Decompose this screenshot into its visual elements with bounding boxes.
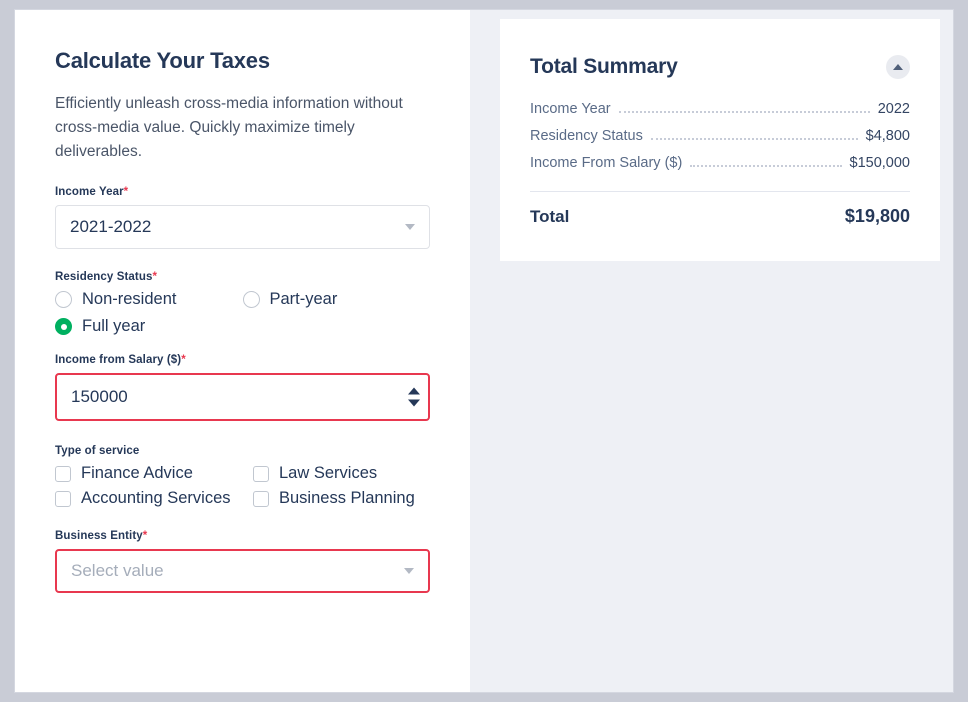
salary-label	[55, 354, 430, 366]
business-entity-label-text: Business Entity	[55, 530, 143, 543]
radio-part-year-label: Part-year	[269, 290, 338, 309]
checkbox-accounting-services-label: Accounting Services	[81, 489, 231, 508]
stepper-down-icon[interactable]	[408, 400, 420, 407]
checkbox-finance-advice-label: Finance Advice	[81, 464, 193, 483]
service-label-text: Type of service	[55, 445, 140, 458]
business-entity-select[interactable]	[55, 549, 430, 593]
radio-selected-icon	[55, 318, 72, 335]
salary-input-value: 150000	[71, 387, 128, 407]
summary-row-value: $4,800	[865, 128, 910, 144]
service-label	[55, 445, 430, 457]
leader-dots	[619, 110, 870, 113]
summary-row-value: $150,000	[849, 155, 910, 171]
checkbox-icon	[55, 491, 71, 507]
checkbox-icon	[253, 491, 269, 507]
summary-row-label: Income From Salary ($)	[530, 155, 683, 171]
chevron-down-icon	[405, 224, 415, 230]
summary-row-label: Income Year	[530, 101, 611, 117]
chevron-up-icon	[893, 64, 903, 70]
salary-label-text: Income from Salary ($)	[55, 354, 182, 367]
required-asterisk: *	[181, 354, 186, 367]
tax-calculator-form	[15, 10, 470, 692]
summary-title: Total Summary	[530, 55, 678, 78]
radio-non-resident[interactable]	[55, 290, 243, 309]
total-summary-card	[500, 19, 940, 261]
radio-non-resident-label: Non-resident	[82, 290, 177, 309]
income-year-label	[55, 186, 430, 198]
residency-status-label-text: Residency Status	[55, 271, 153, 284]
checkbox-business-planning-label: Business Planning	[279, 489, 415, 508]
residency-status-label	[55, 271, 430, 283]
checkbox-law-services-label: Law Services	[279, 464, 378, 483]
summary-row	[530, 101, 910, 117]
leader-dots	[651, 137, 858, 140]
residency-radio-row-2	[55, 317, 430, 336]
summary-column	[470, 10, 953, 692]
service-checkbox-row-1	[55, 464, 430, 483]
checkbox-business-planning[interactable]	[253, 489, 415, 508]
summary-row-label: Residency Status	[530, 128, 643, 144]
summary-row	[530, 128, 910, 144]
required-asterisk: *	[123, 186, 129, 199]
required-asterisk: *	[152, 271, 158, 284]
radio-icon	[243, 291, 260, 308]
income-year-label-text: Income Year	[55, 186, 124, 199]
divider	[530, 191, 910, 192]
income-year-select[interactable]	[55, 205, 430, 249]
page-title: Calculate Your Taxes	[55, 48, 270, 73]
summary-total-value: $19,800	[844, 206, 910, 226]
quantity-stepper[interactable]	[408, 388, 420, 407]
salary-input[interactable]	[55, 373, 430, 421]
radio-icon	[55, 291, 72, 308]
residency-radio-row-1	[55, 290, 430, 309]
summary-row-value: 2022	[877, 101, 910, 117]
summary-row	[530, 155, 910, 171]
collapse-toggle-button[interactable]	[886, 55, 910, 79]
summary-header	[530, 55, 910, 79]
chevron-down-icon	[404, 568, 414, 574]
service-checkbox-row-2	[55, 489, 430, 508]
summary-total-label: Total	[530, 207, 570, 226]
checkbox-icon	[253, 466, 269, 482]
business-entity-label	[55, 530, 430, 542]
radio-part-year[interactable]	[243, 290, 431, 309]
checkbox-law-services[interactable]	[253, 464, 377, 483]
checkbox-icon	[55, 466, 71, 482]
leader-dots	[690, 164, 841, 167]
radio-full-year-label: Full year	[82, 317, 146, 336]
form-description: Efficiently unleash cross-media information without cross-media value. Quickly maximize timely deliverables.	[55, 95, 403, 161]
summary-total-row	[530, 206, 910, 227]
stepper-up-icon[interactable]	[408, 388, 420, 395]
radio-full-year[interactable]	[55, 317, 253, 336]
income-year-value: 2021-2022	[70, 217, 152, 237]
business-entity-value: Select value	[71, 561, 164, 581]
checkbox-finance-advice[interactable]	[55, 464, 253, 483]
checkbox-accounting-services[interactable]	[55, 489, 253, 508]
required-asterisk: *	[142, 530, 148, 543]
app-frame	[14, 9, 954, 693]
